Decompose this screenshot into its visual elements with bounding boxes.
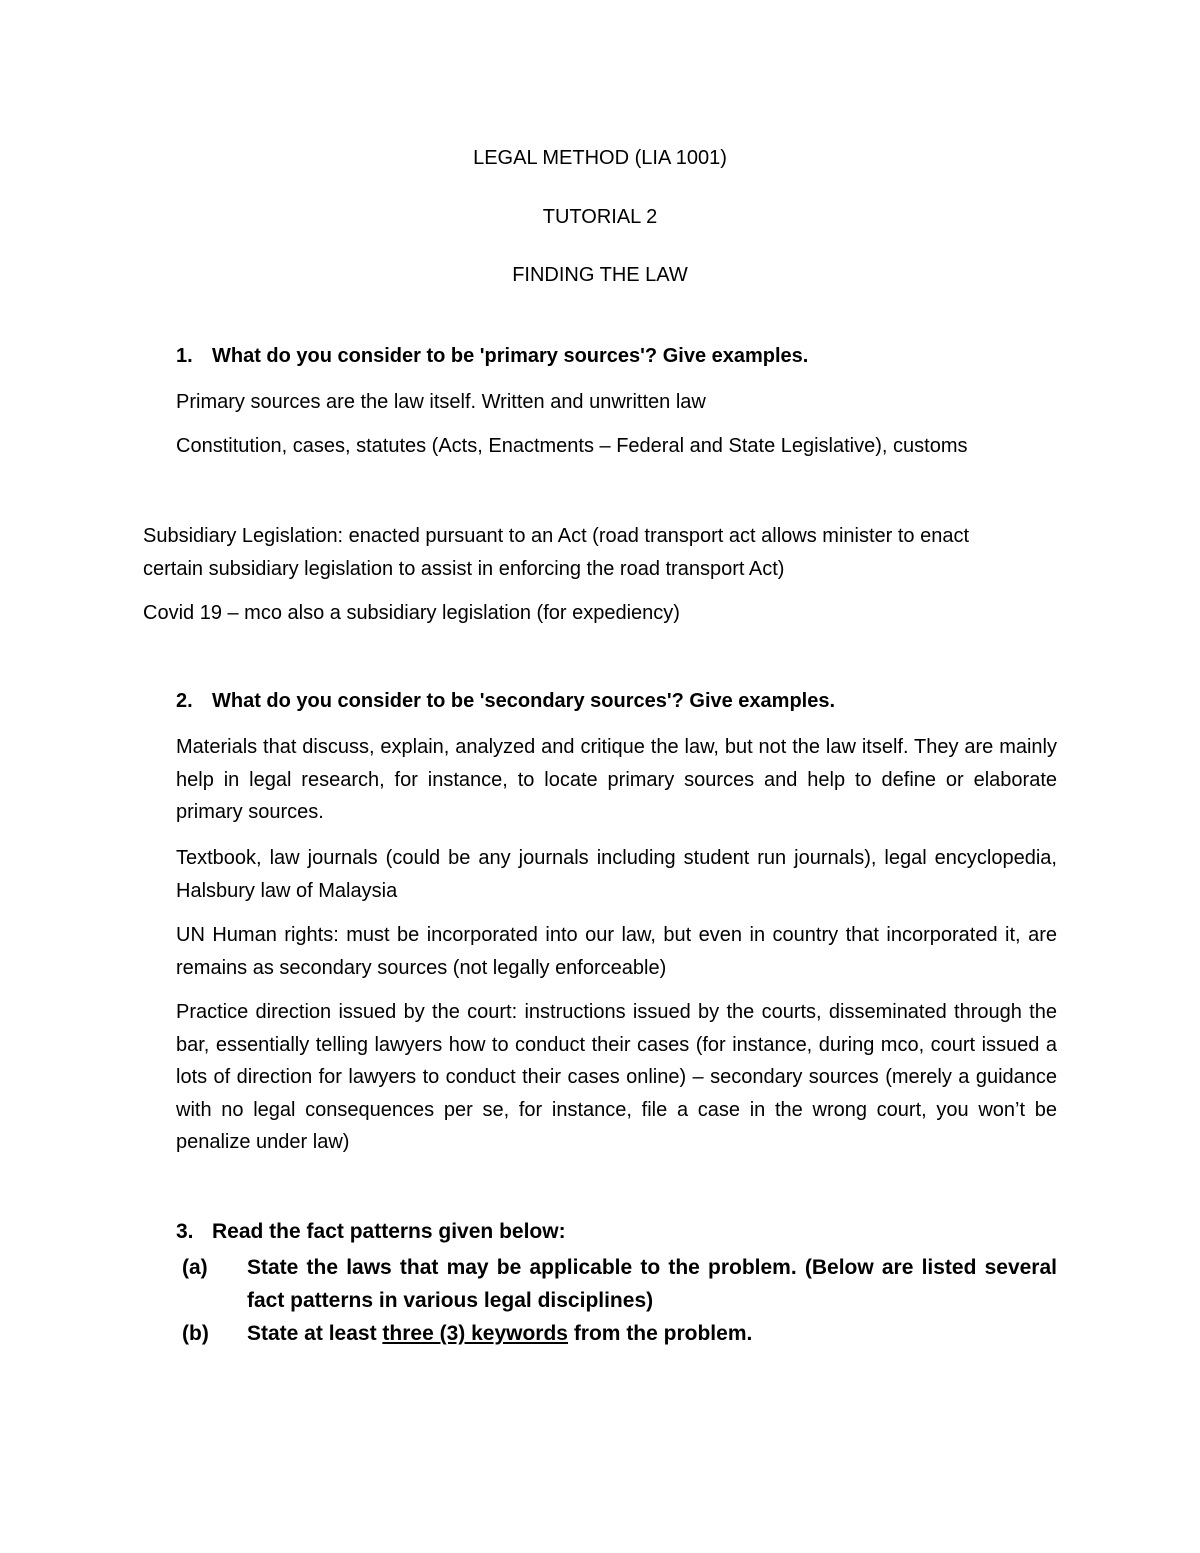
course-title: LEGAL METHOD (LIA 1001) — [473, 147, 727, 169]
q3-item-a-label: (a) — [182, 1256, 208, 1279]
q3-item-a-text: State the laws that may be applicable to the problem. (Below are listed several fact patterns in various legal disciplines) — [247, 1256, 1057, 1312]
q3-item-b-text-before: State at least — [247, 1322, 383, 1345]
q3-item-b — [182, 1317, 1057, 1350]
question-2-number: 2. — [176, 690, 193, 712]
q3-item-b-keywords: three (3) keywords — [382, 1322, 568, 1345]
covid-line: Covid 19 – mco also a subsidiary legislation (for expediency) — [143, 602, 680, 624]
q2-paragraph-3: UN Human rights: must be incorporated into our law, but even in country that incorporated it, are remains as secondary sources (not legally enforceable) — [176, 924, 1057, 979]
q2-paragraph-4: Practice direction issued by the court: instructions issued by the courts, disseminated through the bar, essentially telling lawyers how to conduct their cases (for instance, during mco, court issued a lots of direction for lawyers to conduct their cases online) – secondary sources (merely a guidance with no legal consequences per se, for instance, file a case in the wrong court, you won’t be penalize under law) — [176, 1001, 1057, 1153]
question-1-number: 1. — [176, 345, 193, 367]
topic-title: FINDING THE LAW — [512, 264, 688, 286]
q3-item-a — [182, 1251, 1057, 1317]
subsidiary-line-1: Subsidiary Legislation: enacted pursuant to an Act (road transport act allows minister to enact — [143, 525, 970, 547]
q3-item-b-label: (b) — [182, 1322, 209, 1345]
q1-answer-line-1: Primary sources are the law itself. Written and unwritten law — [176, 391, 706, 413]
tutorial-title: TUTORIAL 2 — [542, 206, 658, 228]
question-3-text: Read the fact patterns given below: — [212, 1220, 566, 1243]
question-3 — [176, 1220, 566, 1244]
question-1-text: What do you consider to be 'primary sources'? Give examples. — [212, 345, 809, 367]
question-2-text: What do you consider to be 'secondary sources'? Give examples. — [212, 690, 836, 712]
question-2 — [176, 690, 835, 713]
q2-paragraph-1: Materials that discuss, explain, analyzed and critique the law, but not the law itself. They are mainly help in legal research, for instance, to locate primary sources and help to define or elaborate primary sources. — [176, 736, 1057, 823]
subsidiary-line-2: certain subsidiary legislation to assist in enforcing the road transport Act) — [143, 558, 785, 580]
question-3-number: 3. — [176, 1220, 194, 1243]
q3-item-b-text — [247, 1317, 1057, 1350]
q3-item-b-text-after: from the problem. — [567, 1322, 753, 1345]
q2-paragraph-2: Textbook, law journals (could be any journals including student run journals), legal encyclopedia, Halsbury law of Malaysia — [176, 847, 1057, 902]
q1-answer-line-2: Constitution, cases, statutes (Acts, Enactments – Federal and State Legislative), customs — [176, 435, 968, 457]
question-1 — [176, 345, 808, 368]
